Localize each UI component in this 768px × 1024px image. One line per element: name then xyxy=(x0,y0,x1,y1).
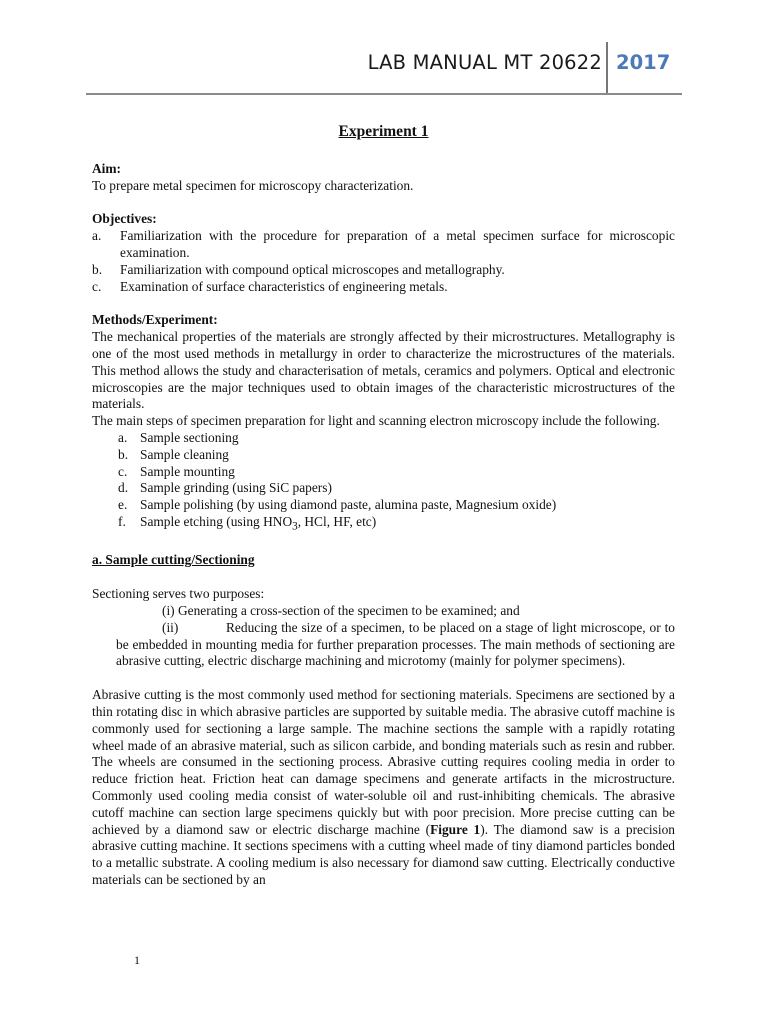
step-letter: a. xyxy=(118,429,128,445)
step-text: Sample mounting xyxy=(140,463,235,479)
objective-text: Familiarization with compound optical microscopes and metallography. xyxy=(120,261,505,277)
header-rule xyxy=(86,93,682,95)
header-year: 2017 xyxy=(616,51,671,74)
objective-letter: b. xyxy=(92,261,103,277)
list-item xyxy=(92,497,675,514)
methods-paragraph: The mechanical properties of the materials are strongly affected by their microstructures. Metallography is one of the most used methods in metallurgy in order to characterize the microstructures of the materials. This method allows the study and characterisation of metals, ceramics and polymers. Optical and electronic microscopies are the major techniques used to obtain images of the characteristic microstructures of the materials. xyxy=(92,329,675,412)
section-heading-sectioning: a. Sample cutting/Sectioning xyxy=(92,552,255,568)
experiment-title: Experiment 1 xyxy=(338,123,429,140)
objectives-heading: Objectives: xyxy=(92,211,157,227)
objective-item xyxy=(92,262,675,279)
list-item xyxy=(92,514,675,535)
figure-reference: Figure 1 xyxy=(430,821,481,837)
purpose-item xyxy=(92,620,675,670)
purpose-text: Reducing the size of a specimen, to be placed on a stage of light microscope, or to be embedded in mounting media for further preparation processes. The main methods of sectioning are abrasive cutting, electric discharge machining and microtomy (mainly for polymer specimens). xyxy=(116,619,675,669)
objective-item xyxy=(92,279,675,296)
list-item xyxy=(92,430,675,447)
objective-text: Examination of surface characteristics of engineering metals. xyxy=(120,278,448,294)
list-item xyxy=(92,480,675,497)
step-letter: f. xyxy=(118,513,126,529)
subscript: 3 xyxy=(292,520,298,533)
aim-text: To prepare metal specimen for microscopy characterization. xyxy=(92,177,414,193)
step-text: Sample sectioning xyxy=(140,429,239,445)
header-title: LAB MANUAL MT 20622 xyxy=(367,51,602,74)
purpose-number: (ii) xyxy=(162,619,179,635)
page-header xyxy=(0,0,768,100)
list-item xyxy=(92,447,675,464)
objective-letter: a. xyxy=(92,228,102,244)
step-text: Sample cleaning xyxy=(140,446,229,462)
objective-letter: c. xyxy=(92,278,102,294)
objective-text: Familiarization with the procedure for preparation of a metal specimen surface for microscopic examination. xyxy=(120,228,675,260)
step-text: Sample polishing (by using diamond paste, alumina paste, Magnesium oxide) xyxy=(140,497,557,513)
objective-item xyxy=(92,228,675,262)
step-letter: d. xyxy=(118,480,129,496)
header-divider-vertical xyxy=(606,42,608,94)
list-item xyxy=(92,464,675,481)
step-letter: b. xyxy=(118,446,129,462)
step-letter: c. xyxy=(118,463,128,479)
methods-paragraph: The main steps of specimen preparation for light and scanning electron microscopy include the following. xyxy=(92,413,660,429)
step-letter: e. xyxy=(118,497,128,513)
abrasive-cutting-paragraph: Abrasive cutting is the most commonly used method for sectioning materials. Specimens are sectioned by a thin rotating disc in which abrasive particles are supported by suitable media. The abrasive cutoff machine is commonly used for sectioning a large sample. The machine sections the sample with a rapidly rotating wheel made of an abrasive material, such as silicon carbide, and bonding materials such as resin and rubber. The wheels are consumed in the sectioning process. Abrasive cutting requires cooling media in order to reduce friction heat. Friction heat can damage specimens and generate artifacts in the microstructure. Commonly used cooling media consist of water-soluble oil and rust-inhibiting chemicals. The abrasive cutoff machine can section large specimens quickly but with poor precision. More precise cutting can be achieved by a diamond saw or electric discharge machine (Figure 1). The diamond saw is a precision abrasive cutting machine. It sections specimens with a cutting wheel made of tiny diamond particles bonded to a metallic substrate. A cooling medium is also necessary for diamond saw cutting. Electrically conductive materials can be sectioned by an xyxy=(92,687,675,887)
page-number: 1 xyxy=(134,953,140,967)
sectioning-intro: Sectioning serves two purposes: xyxy=(92,586,265,602)
step-text: Sample grinding (using SiC papers) xyxy=(140,480,332,496)
methods-heading: Methods/Experiment: xyxy=(92,312,218,328)
purpose-item: (i) Generating a cross-section of the specimen to be examined; and xyxy=(162,603,520,618)
preparation-steps-list xyxy=(92,430,675,535)
document-body xyxy=(92,120,675,889)
step-text: Sample etching (using $HNO_3$, HCl, HF, etc) xyxy=(140,513,377,533)
aim-heading: Aim: xyxy=(92,160,122,176)
